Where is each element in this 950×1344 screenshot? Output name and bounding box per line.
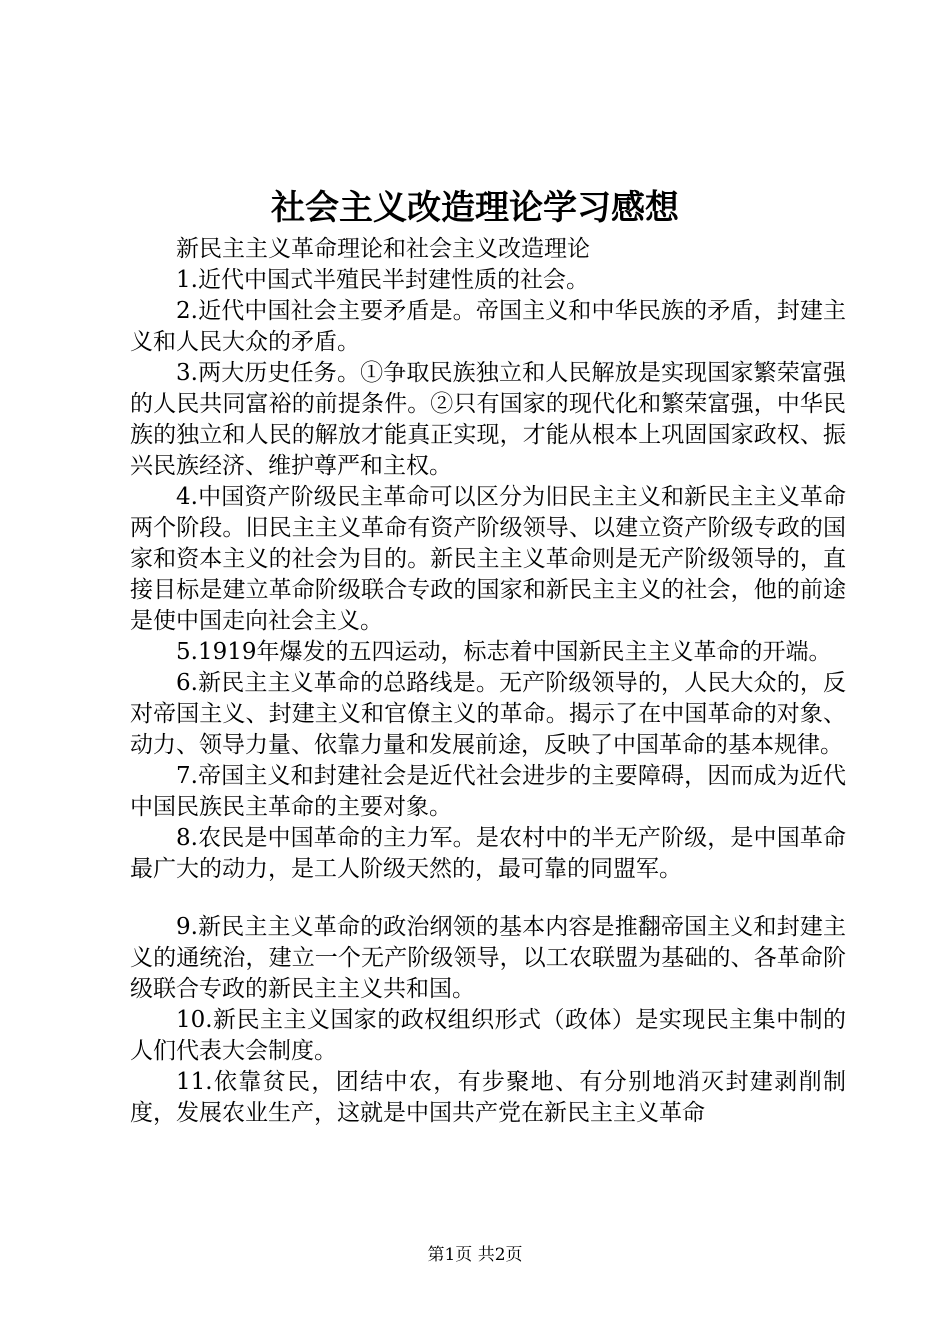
paragraph-1: 1.近代中国式半殖民半封建性质的社会。 [176,267,589,293]
paragraph-8: 8.农民是中国革命的主力军。是农村中的半无产阶级，是中国革命最广大的动力，是工人阶级天然的，最可靠的同盟军。 [130,825,846,882]
paragraph-6: 6.新民主主义革命的总路线是。无产阶级领导的，人民大众的，反对帝国主义、封建主义和官僚主义的革命。揭示了在中国革命的对象、动力、领导力量、依靠力量和发展前途，反映了中国革命的基本规律。 [130,670,846,758]
paragraph-9: 9.新民主主义革命的政治纲领的基本内容是推翻帝国主义和封建主义的通统治，建立一个无产阶级领导，以工农联盟为基础的、各革命阶级联合专政的新民主主义共和国。 [130,914,846,1002]
paragraph-5: 5.1919年爆发的五四运动，标志着中国新民主主义革命的开端。 [176,639,832,665]
paragraph-heading: 新民主主义革命理论和社会主义改造理论 [176,236,590,262]
paragraph-11: 11.依靠贫民，团结中农，有步聚地、有分别地消灭封建剥削制度，发展农业生产，这就是中国共产党在新民主主义革命 [130,1069,846,1126]
paragraph-3: 3.两大历史任务。①争取民族独立和人民解放是实现国家繁荣富强的人民共同富裕的前提条件。②只有国家的现代化和繁荣富强，中华民族的独立和人民的解放才能真正实现，才能从根本上巩固国家政权、振兴民族经济、维护尊严和主权。 [130,360,846,479]
paragraph-4: 4.中国资产阶级民主革命可以区分为旧民主主义和新民主主义革命两个阶段。旧民主主义革命有资产阶级领导、以建立资产阶级专政的国家和资本主义的社会为目的。新民主主义革命则是无产阶级领导的，直接目标是建立革命阶级联合专政的国家和新民主主义的社会，他的前途是使中国走向社会主义。 [130,484,846,634]
document-body [130,234,846,1129]
paragraph-7: 7.帝国主义和封建社会是近代社会进步的主要障碍，因而成为近代中国民族民主革命的主要对象。 [130,763,846,820]
document-title: 社会主义改造理论学习感想 [271,188,679,228]
page-footer: 第1页 共2页 [427,1245,523,1265]
paragraph-10: 10.新民主主义国家的政权组织形式（政体）是实现民主集中制的人们代表大会制度。 [130,1007,846,1064]
paragraph-2: 2.近代中国社会主要矛盾是。帝国主义和中华民族的矛盾，封建主义和人民大众的矛盾。 [130,298,846,355]
